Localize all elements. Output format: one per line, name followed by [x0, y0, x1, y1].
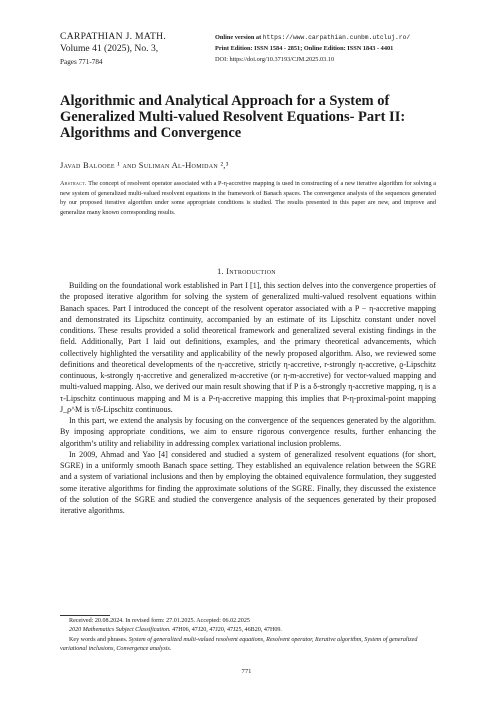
page-number: 771	[241, 668, 252, 675]
journal-name: CARPATHIAN J. MATH.	[60, 31, 167, 42]
paragraph: In this part, we extend the analysis by focusing on the convergence of the sequences generated by the algorithm. By imposing appropriate conditions, we aim to ensure rigorous convergence results, further enhancing the algorithm’s utility and reliability in addressing complex variational inclusion problems.	[60, 416, 436, 448]
paragraph: In 2009, Ahmad and Yao [4] considered and studied a system of generalized resolvent equations (for short, SGRE) in a uniformly smooth Banach space setting. They established an equivalence relation between the SGRE and a system of variational inclusions and then by employing the obtained equivalence formulation, they suggested some iterative algorithms for finding the approximate solutions of the SGRE. Finally, they discussed the existence of the solution of the SGRE and studied the convergence analysis of the sequences generated by their proposed iterative algorithms.	[60, 449, 436, 515]
print-edition: Print Edition: ISSN 1584 - 2851; Online Edition: ISSN 1843 - 4401	[215, 45, 394, 52]
abstract	[60, 179, 436, 217]
doi[interactable]: DOI: https://doi.org/10.37193/CJM.2025.03.10	[215, 56, 335, 63]
abstract-label: Abstract.	[60, 180, 87, 187]
footnotes	[60, 617, 436, 654]
online-url[interactable]: https://www.carpathian.cunbm.utcluj.ro/	[262, 34, 411, 41]
keywords: Key words and phrases. System of generalized multi-valued resolvent equations, Resolvent operator, Iterative algorithm, System of generalized variational inclusions, Convergence analysis.	[60, 636, 418, 652]
publication-info	[215, 32, 410, 65]
body-text	[60, 280, 436, 516]
msc-classification: 2020 Mathematics Subject Classification. 47H06, 47J20, 47J20, 47J25, 46B20, 47H09.	[69, 627, 282, 634]
paper-title: Algorithmic and Analytical Approach for a System of Generalized Multi-valued Resolvent Equations- Part II: Algorithms and Convergence	[60, 93, 406, 141]
authors: Javad Balooee ¹ and Suliman Al-Homidan ²,³	[60, 160, 229, 170]
abstract-text: The concept of resolvent operator associated with a P-η-accretive mapping is used in constructing of a new iterative algorithm for solving a new system of generalized multi-valued resolvent equations in the framework of Banach spaces. The convergence analysis of the sequences generated by our proposed iterative algorithm under some appropriate conditions is studied. The results presented in this paper are new, and improve and generalize many known corresponding results.	[60, 180, 437, 216]
journal-header	[60, 31, 166, 68]
footnote-divider	[60, 615, 110, 616]
journal-pages: Pages 771-784	[60, 58, 103, 66]
paragraph: Building on the foundational work established in Part I [1], this section delves into the convergence properties of the proposed iterative algorithm for solving the system of generalized multi-valued resolvent equations within Banach spaces. Part I introduced the concept of the resolvent operator associated with a P − η-accretive mapping and demonstrated its Lipschitz continuity, accompanied by an estimate of its Lipschitz constant under novel conditions. These results provided a solid theoretical framework and generalized several existing findings in the field. Additionally, Part I laid out definitions, examples, and the primary theoretical advancements, which collectively highlighted the versatility and applicability of the newly proposed algorithm. Also, we reviewed some definitions and theoretical developments of the η-accretive, strictly η-accretive, r-strongly η-accretive, ϱ-Lipschitz continuous, k-strongly η-accretive and generalized m-accretive (or η-m-accretive) for vector-valued mapping and multi-valued mapping. Also, we derived our main result showing that if P is a δ-strongly η-accretive mapping, η is a τ-Lipschitz continuous mapping and M is a P-η-accretive mapping this implies that P-η-proximal-point mapping J_ρ^M is τ/δ-Lipschitz continuous.	[60, 281, 436, 414]
received-dates: Received: 20.08.2024. In revised form: 27.01.2025. Accepted: 06.02.2025	[69, 618, 250, 624]
journal-volume: Volume 41 (2025), No. 3,	[60, 43, 159, 54]
online-version: Online version at https://www.carpathian.cunbm.utcluj.ro/	[215, 34, 411, 41]
section-heading: 1. Introduction	[217, 267, 276, 276]
